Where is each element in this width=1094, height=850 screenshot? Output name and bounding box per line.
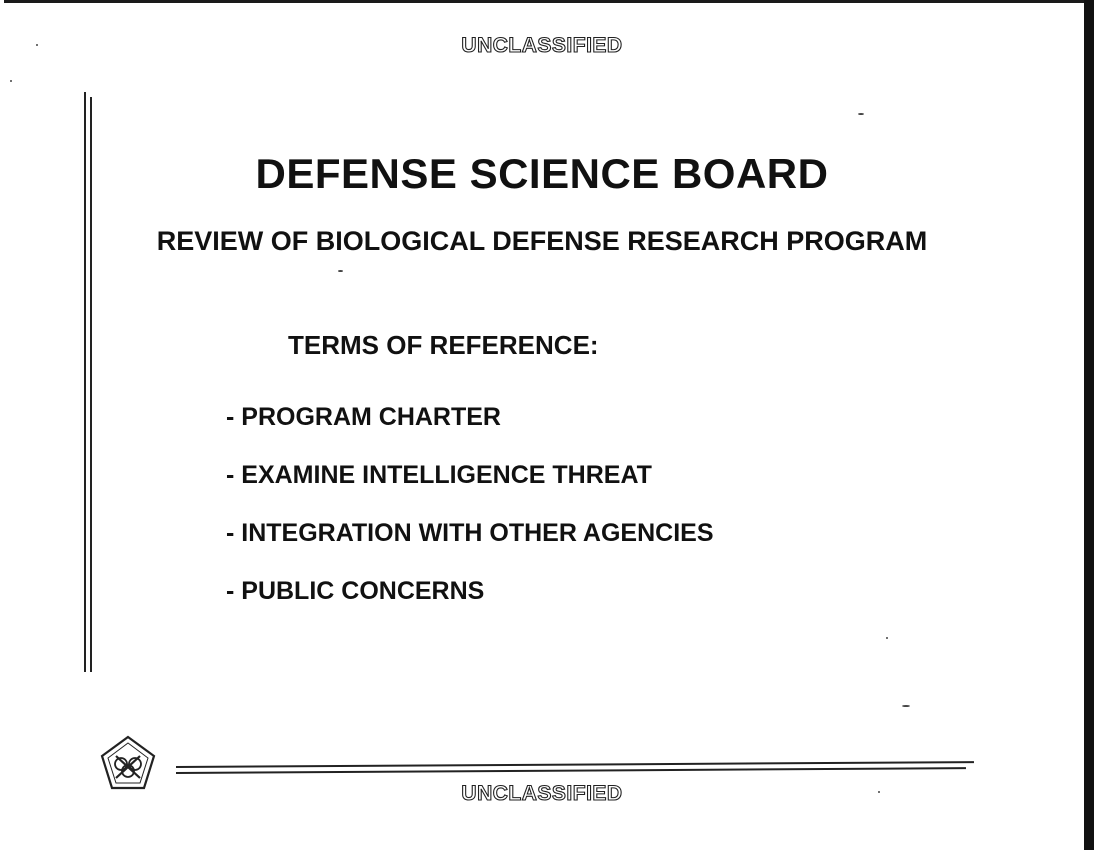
scan-speck — [902, 705, 910, 707]
terms-heading: TERMS OF REFERENCE: — [288, 330, 599, 360]
classification-marking-top: UNCLASSIFIED — [461, 34, 623, 57]
scan-speck — [878, 791, 880, 793]
scan-speck — [858, 113, 864, 115]
page-subtitle: REVIEW OF BIOLOGICAL DEFENSE RESEARCH PROGRAM — [156, 226, 928, 256]
footer-rule-lower — [176, 767, 966, 774]
right-border — [1084, 0, 1094, 850]
terms-item-agency-integration: - INTEGRATION WITH OTHER AGENCIES — [226, 519, 714, 547]
terms-item-intelligence-threat: - EXAMINE INTELLIGENCE THREAT — [226, 461, 652, 489]
scan-speck — [338, 270, 343, 272]
classification-marking-bottom: UNCLASSIFIED — [461, 782, 623, 805]
top-border — [4, 0, 1094, 3]
terms-item-program-charter: - PROGRAM CHARTER — [226, 403, 501, 431]
terms-item-public-concerns: - PUBLIC CONCERNS — [226, 577, 485, 605]
scan-speck — [10, 80, 12, 82]
scan-speck — [886, 637, 888, 639]
terms-list — [226, 402, 714, 634]
page-title: DEFENSE SCIENCE BOARD — [255, 150, 829, 197]
scan-speck — [36, 44, 38, 46]
